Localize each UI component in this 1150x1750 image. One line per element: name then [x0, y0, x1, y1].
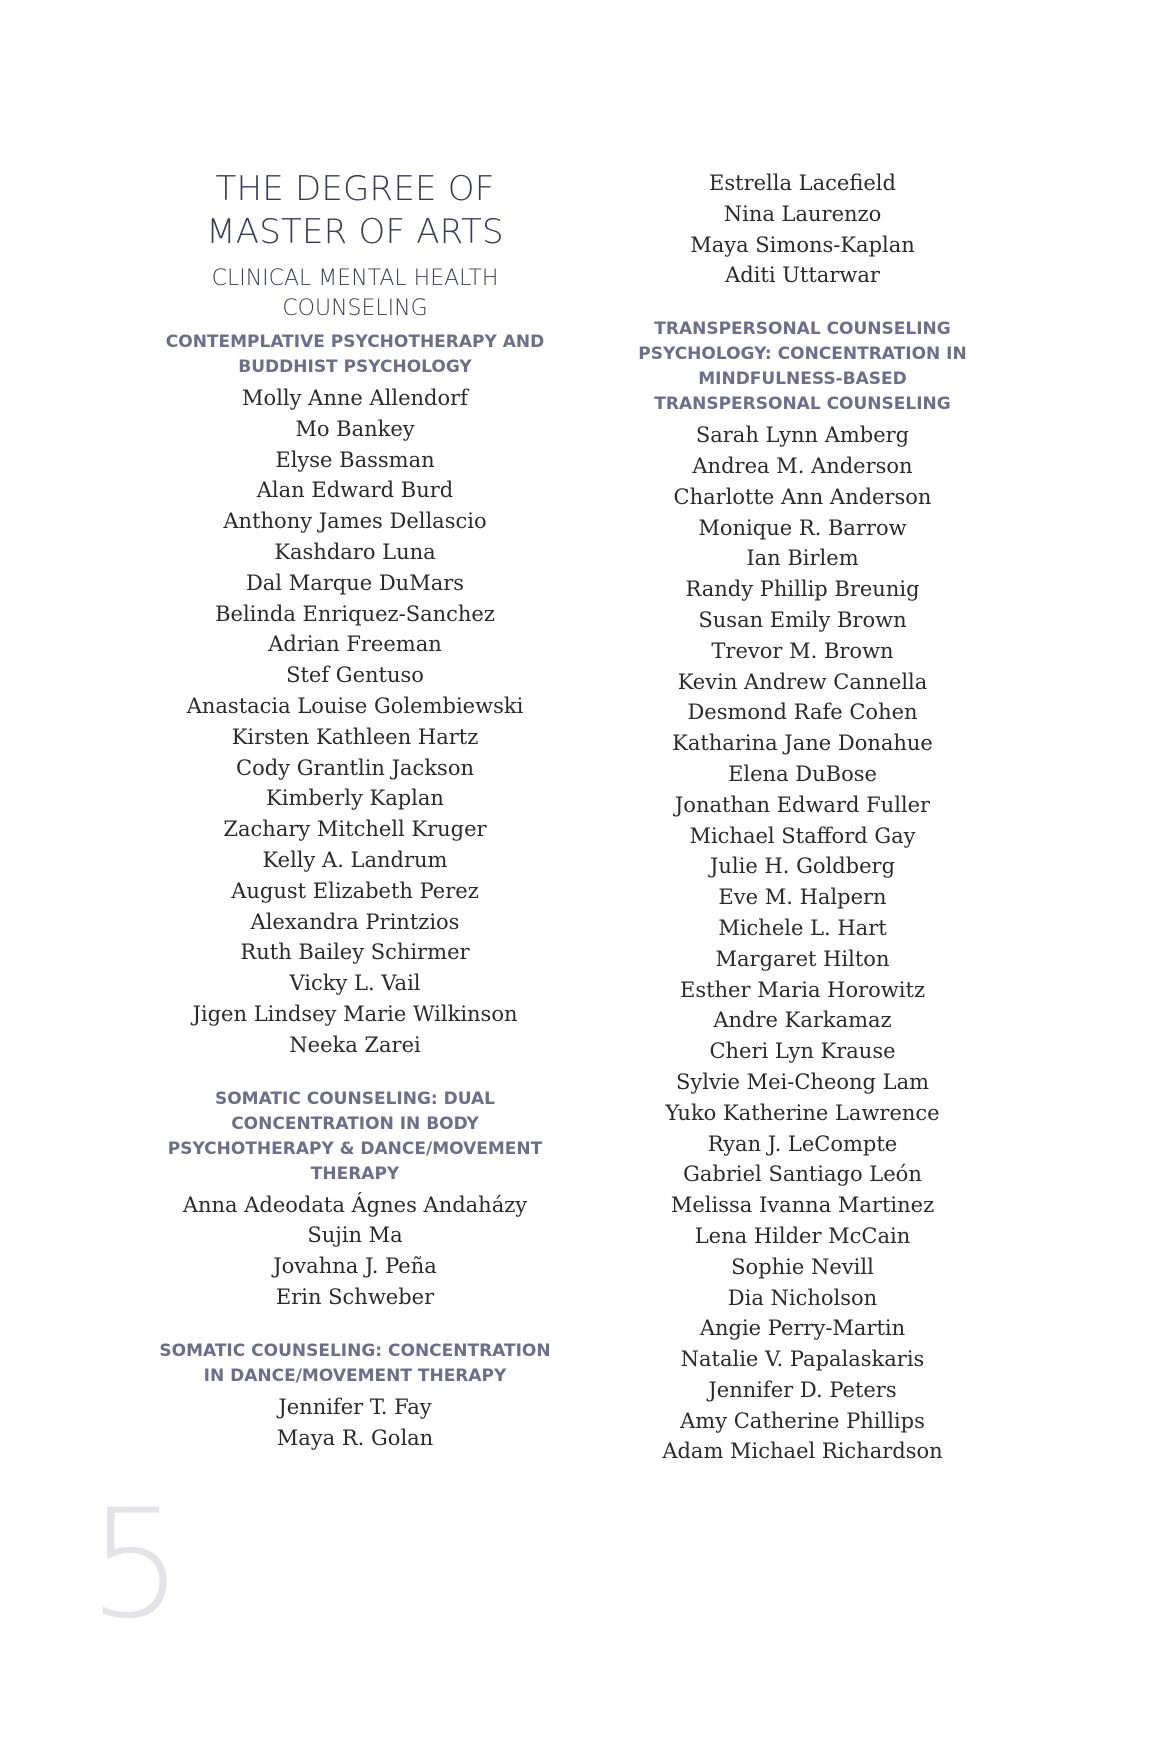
left-column — [150, 168, 560, 1453]
graduate-name: Andre Karkamaz — [713, 1008, 892, 1033]
graduate-name: Jonathan Edward Fuller — [674, 792, 931, 817]
graduate-name: Ryan J. LeCompte — [707, 1131, 898, 1156]
name-list-transpersonal — [600, 420, 1005, 1467]
degree-title — [150, 168, 560, 254]
graduate-name: Dia Nicholson — [727, 1285, 878, 1310]
concentration-heading-line: CONCENTRATION IN BODY — [231, 1113, 479, 1134]
graduate-name: Maya R. Golan — [276, 1425, 434, 1450]
program-heading-line-1: CLINICAL MENTAL HEALTH — [211, 266, 499, 291]
graduate-name: Kirsten Kathleen Hartz — [231, 724, 479, 749]
concentration-heading-line: TRANSPERSONAL COUNSELING — [654, 319, 951, 340]
graduate-name: Molly Anne Allendorf — [242, 386, 468, 410]
concentration-heading-line: THERAPY — [310, 1163, 400, 1184]
graduate-name: Michele L. Hart — [718, 915, 887, 940]
name-list-contemplative — [150, 383, 560, 1061]
graduate-name: Trevor M. Brown — [711, 638, 894, 663]
concentration-heading-contemplative — [150, 330, 560, 380]
graduate-name: Kelly A. Landrum — [262, 847, 448, 872]
name-list-somatic-dual — [150, 1190, 560, 1313]
graduate-name: Charlotte Ann Anderson — [673, 484, 932, 509]
graduate-name: Adam Michael Richardson — [662, 1439, 943, 1464]
graduate-name: Susan Emily Brown — [698, 607, 907, 632]
right-column — [600, 168, 1005, 1467]
graduate-name: Anna Adeodata Ágnes Andaházy — [182, 1192, 528, 1217]
graduate-name: Desmond Rafe Cohen — [687, 700, 918, 725]
degree-title-line-2: MASTER OF ARTS — [206, 212, 504, 252]
graduate-name: Angie Perry-Martin — [699, 1316, 906, 1341]
graduate-name: Anthony James Dellascio — [223, 509, 487, 534]
graduate-name: Vicky L. Vail — [289, 971, 421, 996]
graduate-name: Neeka Zarei — [289, 1032, 421, 1057]
graduate-name: Natalie V. Papalaskaris — [680, 1347, 925, 1372]
graduate-name: Zachary Mitchell Kruger — [223, 817, 487, 842]
concentration-heading-line: MINDFULNESS-BASED — [698, 369, 907, 390]
graduate-name: Ruth Bailey Schirmer — [240, 940, 470, 965]
graduate-name: Cody Grantlin Jackson — [236, 755, 474, 780]
graduate-name: Aditi Uttarwar — [725, 263, 880, 288]
concentration-heading-transpersonal — [600, 317, 1005, 417]
name-list-somatic-dance — [150, 1392, 560, 1454]
graduate-name: Adrian Freeman — [268, 632, 442, 657]
graduate-name: Jennifer D. Peters — [708, 1377, 897, 1402]
graduate-name: Stef Gentuso — [286, 663, 424, 688]
graduate-name: Mo Bankey — [295, 416, 415, 441]
concentration-heading-somatic-dual — [150, 1087, 560, 1187]
concentration-heading-line: BUDDHIST PSYCHOLOGY — [238, 357, 472, 377]
graduate-name: Sophie Nevill — [731, 1254, 874, 1279]
concentration-heading-line: PSYCHOLOGY: CONCENTRATION IN — [638, 344, 967, 365]
graduate-name: Katharina Jane Donahue — [672, 731, 933, 756]
graduate-name: Gabriel Santiago León — [683, 1162, 922, 1187]
concentration-heading-line: TRANSPERSONAL COUNSELING — [654, 394, 951, 415]
concentration-heading-line: IN DANCE/MOVEMENT THERAPY — [203, 1365, 507, 1386]
graduate-name: Michael Stafford Gay — [689, 823, 916, 848]
name-list-continued — [600, 168, 1005, 291]
graduate-name: Sarah Lynn Amberg — [695, 423, 910, 448]
graduate-name: Kashdaro Luna — [274, 539, 436, 564]
program-heading-line-2: COUNSELING — [282, 296, 428, 321]
graduate-name: August Elizabeth Perez — [231, 878, 479, 903]
graduate-name: Dal Marque DuMars — [245, 570, 465, 595]
graduate-name: Estrella Lacefield — [709, 171, 896, 195]
graduate-name: Elyse Bassman — [275, 447, 435, 472]
page-number: 5 — [88, 1478, 184, 1652]
graduate-name: Belinda Enriquez-Sanchez — [215, 601, 495, 626]
graduate-name: Margaret Hilton — [715, 946, 890, 971]
graduate-name: Melissa Ivanna Martinez — [670, 1193, 935, 1218]
graduate-name: Amy Catherine Phillips — [680, 1408, 925, 1433]
graduate-name: Julie H. Goldberg — [709, 854, 896, 879]
graduate-name: Lena Hilder McCain — [694, 1223, 911, 1248]
concentration-heading-line: PSYCHOTHERAPY & DANCE/MOVEMENT — [167, 1138, 543, 1159]
graduate-name: Nina Laurenzo — [723, 201, 882, 226]
graduate-name: Ian Birlem — [746, 546, 859, 571]
graduate-name: Kevin Andrew Cannella — [677, 669, 928, 694]
graduate-name: Andrea M. Anderson — [692, 453, 913, 478]
graduate-name: Monique R. Barrow — [698, 515, 907, 540]
concentration-heading-line: CONTEMPLATIVE PSYCHOTHERAPY AND — [165, 332, 545, 352]
graduate-name: Esther Maria Horowitz — [679, 977, 926, 1002]
graduate-name: Sujin Ma — [307, 1223, 403, 1248]
graduate-name: Randy Phillip Breunig — [685, 577, 920, 602]
graduate-name: Elena DuBose — [728, 761, 877, 786]
graduate-name: Alan Edward Burd — [256, 478, 454, 503]
concentration-heading-somatic-dance — [150, 1339, 560, 1389]
concentration-heading-line: SOMATIC COUNSELING: CONCENTRATION — [159, 1340, 551, 1361]
graduate-name: Alexandra Printzios — [250, 909, 460, 934]
graduate-name: Anastacia Louise Golembiewski — [186, 693, 524, 718]
graduate-name: Maya Simons-Kaplan — [690, 232, 915, 257]
graduate-name: Jennifer T. Fay — [278, 1394, 432, 1419]
graduate-name: Jigen Lindsey Marie Wilkinson — [192, 1001, 518, 1026]
graduate-name: Jovahna J. Peña — [273, 1254, 437, 1279]
graduate-name: Eve M. Halpern — [718, 885, 887, 910]
graduate-name: Kimberly Kaplan — [266, 786, 444, 811]
graduate-name: Cheri Lyn Krause — [709, 1039, 896, 1064]
degree-title-line-1: THE DEGREE OF — [215, 169, 495, 209]
graduate-name: Yuko Katherine Lawrence — [665, 1100, 940, 1125]
graduate-name: Sylvie Mei-Cheong Lam — [675, 1069, 930, 1094]
graduate-name: Erin Schweber — [275, 1284, 435, 1309]
program-heading — [150, 264, 560, 324]
concentration-heading-line: SOMATIC COUNSELING: DUAL — [214, 1088, 496, 1109]
